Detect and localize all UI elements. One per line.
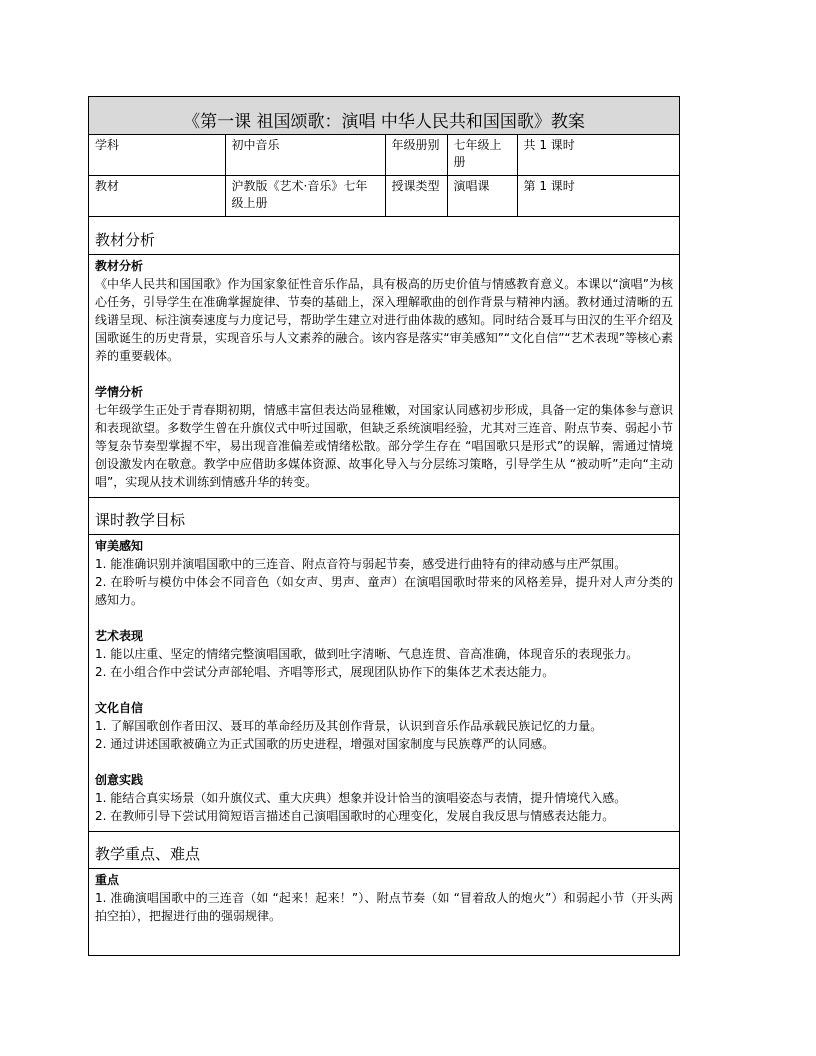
- goal-group-aesthetic: [95, 537, 673, 609]
- goal-group-title: 艺术表现: [95, 629, 144, 643]
- goal-group-culture: [95, 699, 673, 753]
- goal-group-creative: [95, 771, 673, 825]
- key-point-title: 重点: [95, 873, 120, 887]
- goal-item: 1. 了解国歌创作者田汉、聂耳的革命经历及其创作背景，认识到音乐作品承载民族记忆的力量。: [95, 719, 603, 733]
- material-analysis-text: 《中华人民共和国国歌》作为国家象征性音乐作品，具有极高的历史价值与情感教育意义。本课以“演唱”为核心任务，引导学生在准确掌握旋律、节奏的基础上，深入理解歌曲的创作背景与精神内涵。教材通过清晰的五线谱呈现、标注演奏速度与力度记号，帮助学生建立对进行曲体裁的感知。同时结合聂耳与田汉的生平介绍及国歌诞生的历史背景，实现音乐与人文素养的融合。该内容是落实“审美感知”“文化自信”“艺术表现”等核心素养的重要载体。: [95, 277, 673, 363]
- lesson-plan-document: [88, 96, 680, 956]
- goal-item: 2. 在小组合作中尝试分声部轮唱、齐唱等形式，展现团队协作下的集体艺术表达能力。: [95, 665, 555, 679]
- goals-heading: 课时教学目标: [89, 497, 679, 535]
- textbook-label: 教材: [89, 176, 225, 217]
- lesson-number-value: 第 1 课时: [517, 176, 679, 217]
- hours-value: 共 1 课时: [517, 135, 679, 176]
- goal-item: 2. 通过讲述国歌被确立为正式国歌的历史进程，增强对国家制度与民族尊严的认同感。: [95, 737, 555, 751]
- goal-item: 1. 能结合真实场景（如升旗仪式、重大庆典）想象并设计恰当的演唱姿态与表情，提升情境代入感。: [95, 791, 627, 805]
- goal-item: 2. 在聆听与模仿中体会不同音色（如女声、男声、童声）在演唱国歌时带来的风格差异，提升对人声分类的感知力。: [95, 575, 673, 607]
- info-row-subject: [89, 135, 679, 176]
- key-points-heading: 教学重点、难点: [89, 831, 679, 869]
- info-row-textbook: [89, 176, 679, 217]
- student-analysis-title: 学情分析: [95, 385, 144, 399]
- goal-item: 1. 能以庄重、坚定的情绪完整演唱国歌，做到吐字清晰、气息连贯、音高准确，体现音乐的表现张力。: [95, 647, 639, 661]
- material-analysis-title: 教材分析: [95, 259, 144, 273]
- grade-value: 七年级上册: [447, 135, 517, 176]
- goal-group-performance: [95, 627, 673, 681]
- key-point-item: 1. 准确演唱国歌中的三连音（如 “起来！起来！”）、附点节奏（如 “冒着敌人的炮火”）和弱起小节（开头两拍空拍），把握进行曲的强弱规律。: [95, 891, 673, 923]
- lesson-type-value: 演唱课: [447, 176, 517, 217]
- subject-value: 初中音乐: [225, 135, 385, 176]
- analysis-heading: 教材分析: [89, 217, 679, 255]
- student-analysis-text: 七年级学生正处于青春期初期，情感丰富但表达尚显稚嫩，对国家认同感初步形成，具备一定的集体参与意识和表现欲望。多数学生曾在升旗仪式中听过国歌，但缺乏系统演唱经验，尤其对三连音、附点节奏、弱起小节等复杂节奏型掌握不牢，易出现音准偏差或情绪松散。部分学生存在 “唱国歌只是形式”的误解，需通过情境创设激发内在敬意。教学中应借助多媒体资源、故事化导入与分层练习策略，引导学生从 “被动听”走向“主动唱”，实现从技术训练到情感升华的转变。: [95, 403, 673, 489]
- textbook-value: 沪教版《艺术·音乐》七年级上册: [225, 176, 385, 217]
- subject-label: 学科: [89, 135, 225, 176]
- goal-group-title: 审美感知: [95, 539, 144, 553]
- document-title: 《第一课 祖国颂歌：演唱 中华人民共和国国歌》教案: [89, 97, 679, 135]
- analysis-section: [89, 255, 679, 497]
- goal-group-title: 文化自信: [95, 701, 144, 715]
- info-table: [89, 135, 679, 217]
- lesson-type-label: 授课类型: [385, 176, 447, 217]
- goal-item: 2. 在教师引导下尝试用简短语言描述自己演唱国歌时的心理变化，发展自我反思与情感表达能力。: [95, 809, 615, 823]
- grade-label: 年级册别: [385, 135, 447, 176]
- goal-group-title: 创意实践: [95, 773, 144, 787]
- goal-item: 1. 能准确识别并演唱国歌中的三连音、附点音符与弱起节奏，感受进行曲特有的律动感与庄严氛围。: [95, 557, 627, 571]
- key-points-section: [89, 869, 679, 931]
- goals-section: [89, 535, 679, 831]
